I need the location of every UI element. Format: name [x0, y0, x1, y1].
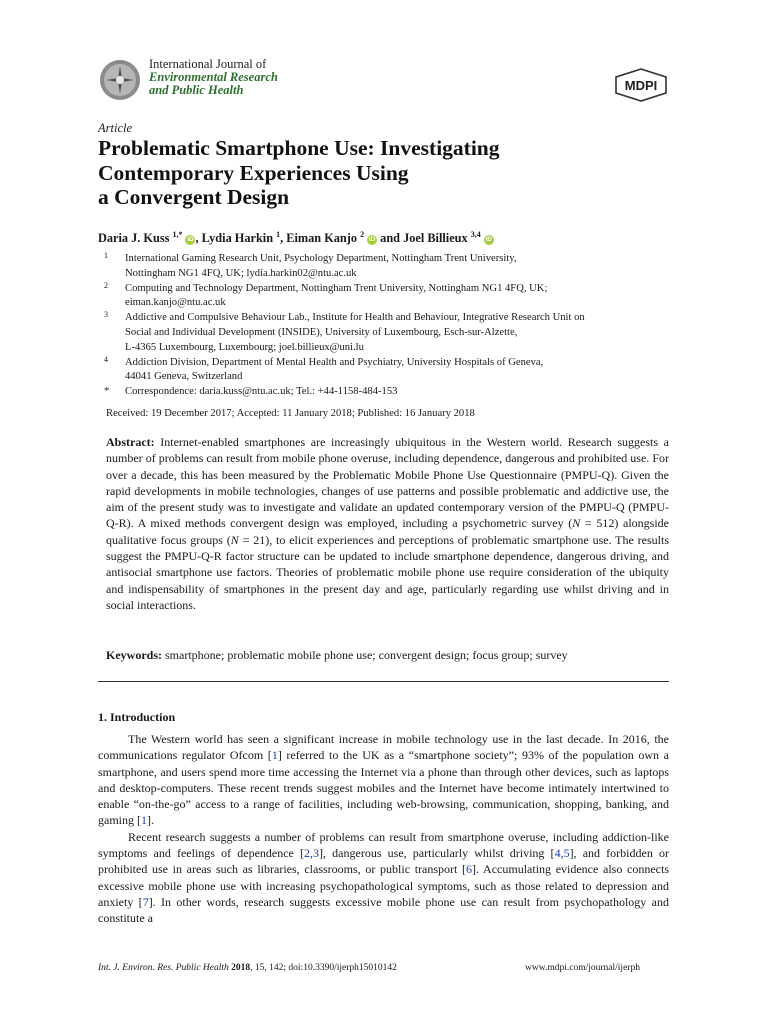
abstract-text: = 21), to elicit experiences and perceptions of problematic smartphone use. The results suggest the PMPU-Q-R factor structure can be updated to include smartphone dependence, dangerous driving, and antisocial smartphone use factors. Theories of problematic mobile phone use require consideration of the ubiquity and indispensability of smartphones in the present day and age, particularly regarding use whilst driving and in social interactions.	[106, 532, 669, 612]
journal-name	[149, 58, 278, 97]
footer-year: 2018	[231, 963, 251, 973]
author-affiliation-mark: 1,*	[172, 230, 183, 239]
affiliation-line: Nottingham NG1 4FQ, UK; lydia.harkin02@ntu.ac.uk	[125, 267, 357, 279]
affiliation-line: eiman.kanjo@ntu.ac.uk	[125, 297, 226, 309]
article-type: Article	[98, 121, 133, 135]
journal-name-line1: International Journal of	[149, 57, 267, 71]
citation-link[interactable]: 2,3	[304, 846, 320, 861]
abstract-sample-symbol: N	[230, 532, 239, 547]
author-affiliation-mark: 1	[276, 230, 281, 239]
author-name[interactable]: Joel Billieux	[403, 231, 468, 246]
correspondence-text: Correspondence: daria.kuss@ntu.ac.uk; Tel.: +44-1158-484-153	[125, 386, 398, 398]
abstract-text: Internet-enabled smartphones are increasingly ubiquitous in the Western world. Research suggests a number of problems can result from mobile phone overuse, including dependence, dangerous and prohibited use. For over a decade, this has been measured by the Problematic Mobile Phone Use Questionnaire (PMPU-Q). Given the rapid developments in mobile technologies, changes of use patterns and possible problematic and addictive use, the aim of the present study was to investigate and validate an updated contemporary version of the PMPU-Q (PMPU-Q-R). A mixed methods convergent design was employed, including a psychometric survey (	[106, 435, 669, 531]
title-line: Contemporary Experiences Using	[98, 160, 409, 185]
affiliation-number: 3	[104, 310, 108, 320]
correspondence-mark: *	[104, 386, 110, 398]
orcid-icon[interactable]: iD	[368, 236, 376, 244]
section-title: 1. Introduction	[98, 710, 176, 724]
footer-url[interactable]: www.mdpi.com/journal/ijerph	[525, 963, 640, 973]
mdpi-logo-text: MDPI	[624, 78, 658, 93]
affiliation-line: 44041 Geneva, Switzerland	[125, 371, 243, 383]
paragraph-text: Recent research suggests a number of problems can result from smartphone overuse, including addiction-like symptoms and feelings of dependence [	[98, 829, 669, 861]
citation-link[interactable]: 6	[466, 862, 473, 877]
citation-link[interactable]: 1	[271, 748, 278, 763]
author-affiliation-mark: 3,4	[470, 230, 481, 239]
paragraph-text: ], and forbidden or prohibited use in areas such as libraries, classrooms, or public transport [	[98, 846, 669, 877]
title-line: Problematic Smartphone Use: Investigating	[98, 136, 500, 160]
title-line: a Convergent Design	[98, 185, 290, 209]
affiliation-item	[104, 252, 674, 282]
paragraph-text: ] referred to the UK as a “smartphone society”; 93% of the population own a smartphone, and users spend more time accessing the Internet via a phone than through other devices, such as laptops and desktop-computers. These recent trends suggest mobiles and the Internet have become intimately intertwined to enable “on-the-go” access to a range of facilities, including web-browsing, communication, shopping, banking, and gaming [	[98, 748, 670, 828]
author-name[interactable]: Eiman Kanjo	[286, 231, 358, 246]
citation-link[interactable]: 1	[141, 813, 147, 828]
orcid-icon[interactable]: iD	[485, 236, 492, 244]
affiliation-line: Addictive and Compulsive Behaviour Lab., Institute for Health and Behaviour, Integrative Research Unit on	[125, 312, 585, 324]
paragraph-text: ]. Accumulating evidence also connects excessive mobile phone use with increasing psychopathological symptoms, such as those related to depression and anxiety [	[98, 862, 670, 909]
footer-doi: , 15, 142; doi:10.3390/ijerph15010142	[250, 963, 397, 973]
abstract-label: Abstract:	[106, 435, 155, 449]
paragraph-text: ].	[147, 813, 154, 828]
paragraph	[98, 731, 669, 829]
paragraph-text: ]. In other words, research suggests excessive mobile phone use can result from psychopathology and constitute a	[98, 894, 669, 926]
affiliation-line: International Gaming Research Unit, Psychology Department, Nottingham Trent University,	[125, 253, 517, 264]
footer-journal-abbr: Int. J. Environ. Res. Public Health	[98, 963, 229, 973]
author-separator: and	[377, 231, 404, 246]
affiliation-item	[104, 356, 674, 386]
affiliation-list	[104, 252, 674, 400]
affiliation-line: Computing and Technology Department, Nottingham Trent University, Nottingham NG1 4FQ, UK;	[125, 282, 548, 294]
affiliation-line: Addiction Division, Department of Mental Health and Psychiatry, University Hospitals of Geneva,	[125, 356, 544, 368]
citation-link[interactable]: 4,5	[554, 846, 570, 861]
abstract	[106, 434, 669, 613]
citation-link[interactable]: 7	[142, 894, 149, 909]
affiliation-item	[104, 282, 674, 312]
keywords-text: smartphone; problematic mobile phone use; convergent design; focus group; survey	[162, 648, 568, 662]
publication-dates: Received: 19 December 2017; Accepted: 11 January 2018; Published: 16 January 2018	[106, 408, 475, 419]
affiliation-line: Social and Individual Development (INSIDE), University of Luxembourg, Esch-sur-Alzette,	[125, 326, 518, 338]
journal-name-line2: Environmental Research	[149, 70, 278, 84]
paragraph	[98, 829, 669, 927]
orcid-icon[interactable]: iD	[187, 236, 194, 244]
body-text	[98, 731, 669, 927]
affiliation-number: 4	[104, 354, 108, 364]
paragraph-text: ], dangerous use, particularly whilst driving [	[319, 846, 555, 861]
journal-logo-icon	[98, 58, 142, 102]
author-separator: ,	[195, 231, 202, 246]
section-divider	[98, 681, 669, 682]
author-affiliation-mark: 2	[360, 230, 365, 239]
author-name[interactable]: Daria J. Kuss	[98, 231, 170, 246]
affiliation-number: 2	[104, 280, 108, 290]
author-separator: ,	[280, 231, 287, 246]
mdpi-logo-icon	[613, 68, 669, 102]
correspondence	[104, 385, 674, 400]
paper-title	[98, 136, 658, 210]
author-list	[98, 230, 678, 246]
abstract-text: = 512) alongside qualitative focus groups (	[106, 516, 669, 547]
affiliation-item	[104, 311, 674, 355]
journal-name-line3: and Public Health	[149, 83, 244, 97]
footer-citation	[98, 963, 397, 973]
affiliation-line: L-4365 Luxembourg, Luxembourg; joel.billieux@uni.lu	[125, 341, 364, 353]
author-name[interactable]: Lydia Harkin	[201, 231, 274, 246]
keywords	[106, 648, 669, 663]
paragraph-text: The Western world has seen a significant increase in mobile technology use in the last decade. In 2016, the communications regulator Ofcom [	[98, 732, 669, 763]
abstract-sample-symbol: N	[572, 516, 581, 531]
keywords-label: Keywords:	[106, 648, 162, 662]
affiliation-number: 1	[104, 251, 108, 260]
